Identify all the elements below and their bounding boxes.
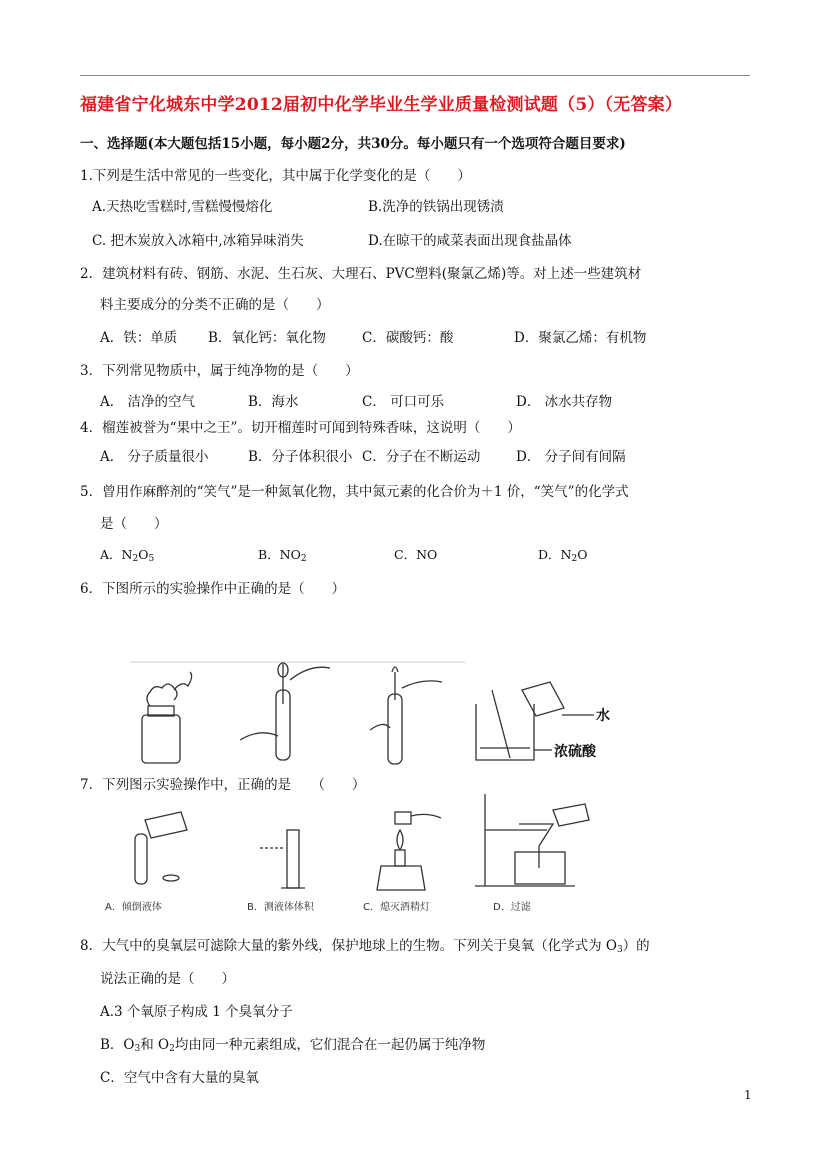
q2-stem-line1: 2．建筑材料有砖、钢筋、水泥、生石灰、大理石、PVC塑料(聚氯乙烯)等。对上述一些建筑材: [80, 266, 642, 282]
q2-option-a: A．铁：单质: [100, 330, 178, 346]
q7-figure: [95, 790, 605, 915]
q4-option-d: D． 分子间有间隔: [516, 449, 626, 465]
q5-stem-line2: 是（ ）: [100, 516, 168, 532]
q8-option-c: C．空气中含有大量的臭氧: [100, 1070, 259, 1086]
sulfuric-acid-label: 浓硫酸: [554, 744, 596, 760]
q3-stem: 3．下列常见物质中，属于纯净物的是（ ）: [80, 363, 359, 379]
q1-option-a: A.天热吃雪糕时,雪糕慢慢熔化: [92, 199, 273, 215]
filtration-illustration: [475, 794, 589, 886]
q8-option-b: B．$O_3$和 $O_2$均由同一种元素组成，它们混合在一起仍属于纯净物: [100, 1037, 486, 1054]
q8-stem-line1: 8．大气中的臭氧层可滤除大量的紫外线，保护地球上的生物。下列关于臭氧（化学式为 $O_3$）的: [80, 938, 650, 955]
caption-c: C．熄灭酒精灯: [363, 902, 430, 913]
alcohol-lamp-illustration: [377, 812, 441, 890]
q8-stem-line2: 说法正确的是（ ）: [100, 971, 235, 987]
page-number: 1: [744, 1088, 752, 1102]
caption-b: B．测液体体积: [247, 902, 314, 913]
q3-option-d: D． 冰水共存物: [516, 394, 613, 410]
q1-option-c: C. 把木炭放入冰箱中,冰箱异味消失: [92, 233, 304, 249]
q4-stem: 4．榴莲被誉为“果中之王”。切开榴莲时可闻到特殊香味，这说明（ ）: [80, 420, 521, 436]
gas-jar-illustration: [142, 672, 192, 763]
q6-figure: [130, 660, 630, 770]
q6-stem: 6．下图所示的实验操作中正确的是（ ）: [80, 581, 346, 597]
q8-option-a: A.3 个氧原子构成 1 个臭氧分子: [100, 1004, 293, 1020]
q2-option-c: C．碳酸钙：酸: [362, 330, 454, 346]
q1-option-d: D.在晾干的咸菜表面出现食盐晶体: [368, 233, 572, 249]
measuring-cylinder-illustration: [260, 830, 305, 888]
q5-option-b: B．$NO_2$: [258, 547, 307, 564]
q4-option-a: A． 分子质量很小: [100, 449, 209, 465]
q5-stem-line1: 5．曾用作麻醉剂的“笑气”是一种氮氧化物，其中氮元素的化合价为＋1 价，“笑气”的化学式: [80, 484, 629, 500]
q1-option-b: B.洗净的铁锅出现锈渍: [368, 199, 504, 215]
match-test-tube-illustration: [370, 667, 442, 764]
q2-stem-line2: 料主要成分的分类不正确的是（ ）: [100, 297, 330, 313]
q5-option-c: C．NO: [394, 547, 438, 562]
caption-d: D．过滤: [493, 902, 531, 913]
water-label: 水: [596, 708, 610, 724]
q4-option-c: C．分子在不断运动: [362, 449, 481, 465]
dropper-test-tube-illustration: [240, 663, 330, 760]
pouring-liquid-illustration: [135, 812, 187, 884]
q5-option-d: D．$N_2O$: [538, 547, 588, 564]
q2-option-d: D．聚氯乙烯：有机物: [514, 330, 647, 346]
q2-option-b: B．氧化钙：氧化物: [208, 330, 326, 346]
q1-stem: 1.下列是生活中常见的一些变化，其中属于化学变化的是（ ）: [80, 168, 471, 184]
q3-option-b: B．海水: [248, 394, 299, 410]
q4-option-b: B．分子体积很小: [248, 449, 353, 465]
q3-option-c: C． 可口可乐: [362, 394, 445, 410]
caption-a: A．倾倒液体: [105, 902, 162, 913]
q3-option-a: A． 洁净的空气: [100, 394, 196, 410]
header-rule: [80, 75, 750, 76]
page-title: 福建省宁化城东中学2012届初中化学毕业生学业质量检测试题（5）（无答案）: [80, 95, 683, 115]
q5-option-a: A．$N_2O_5$: [100, 547, 155, 564]
q7-stem: 7．下列图示实验操作中，正确的是 （ ）: [80, 777, 366, 793]
section-heading: 一、选择题(本大题包括15小题，每小题2分，共30分。每小题只有一个选项符合题目要求): [80, 136, 626, 152]
